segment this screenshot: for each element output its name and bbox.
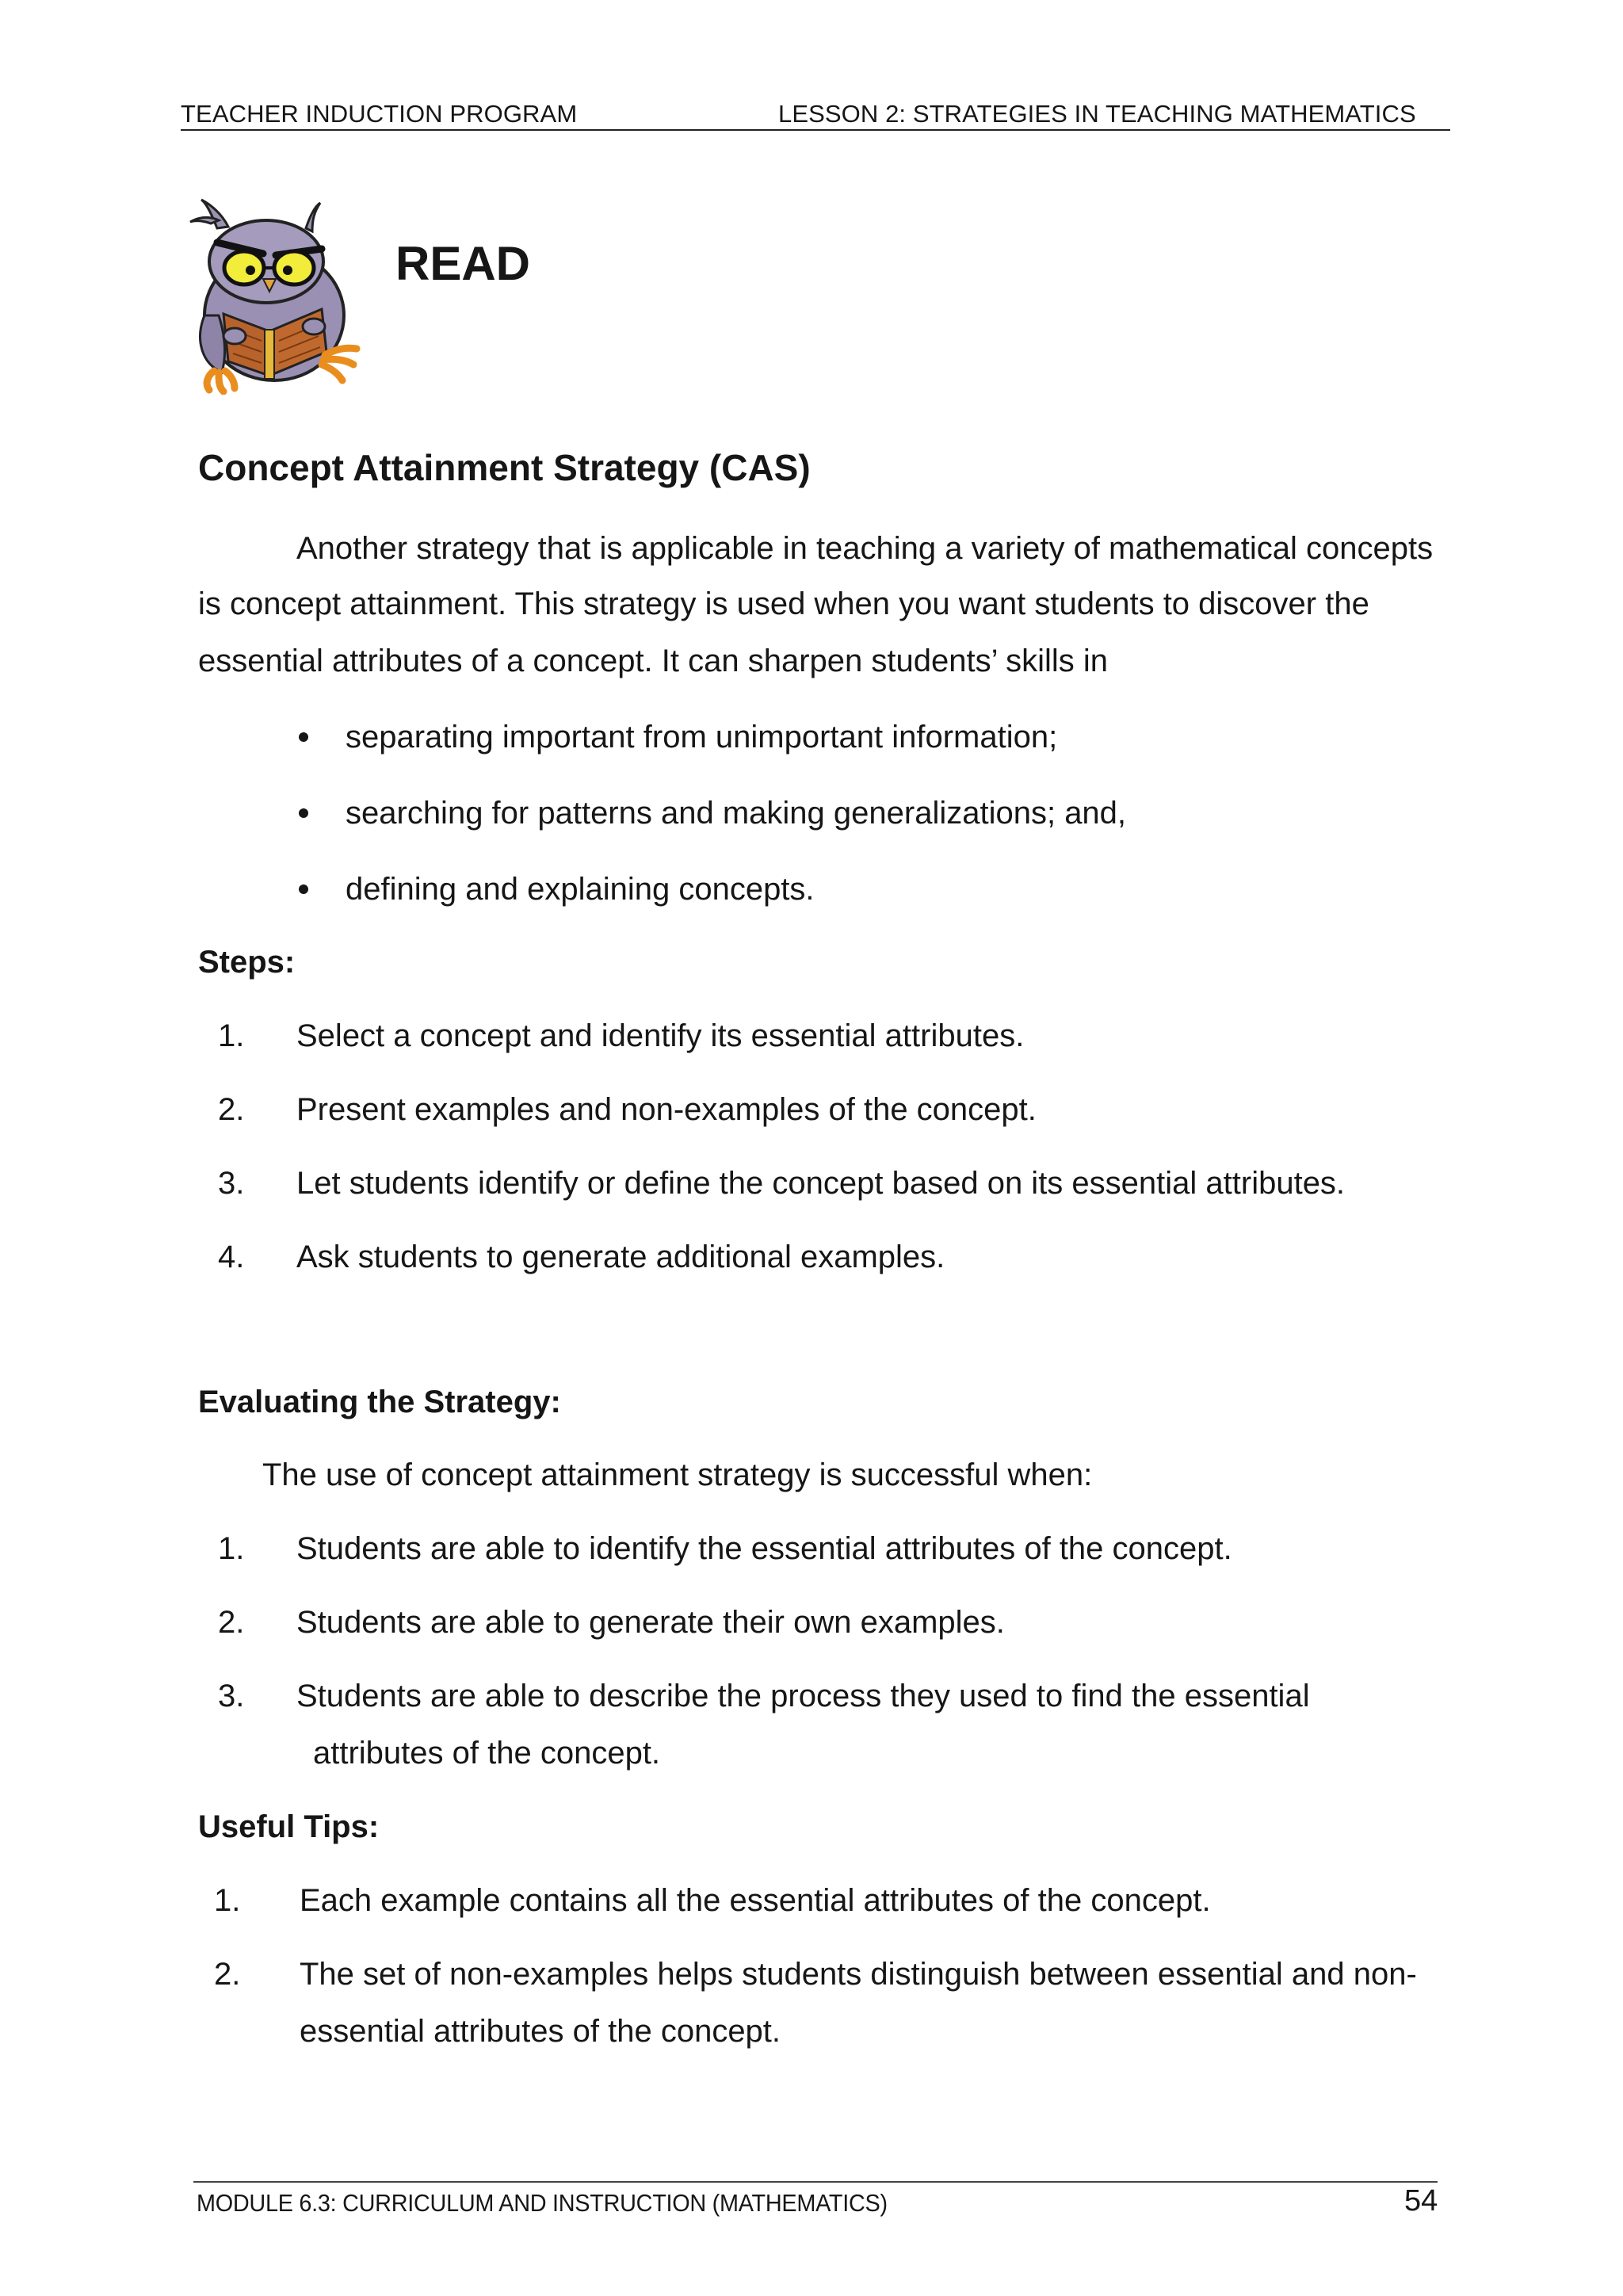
evaluating-text: Students are able to generate their own examples. [296, 1605, 1005, 1640]
step-number: 4. [218, 1240, 245, 1274]
intro-line-1: Another strategy that is applicable in teaching a variety of mathematical concepts [296, 531, 1434, 566]
tip-text-continued: essential attributes of the concept. [300, 2014, 781, 2049]
evaluating-heading: Evaluating the Strategy: [198, 1385, 561, 1419]
evaluating-text: Students are able to identify the essential attributes of the concept. [296, 1531, 1232, 1566]
bullet-item: defining and explaining concepts. [346, 872, 815, 907]
step-text: Ask students to generate additional examples. [296, 1240, 945, 1274]
evaluating-text: Students are able to describe the process they used to find the essential [296, 1679, 1310, 1713]
read-title: READ [395, 237, 531, 290]
step-text: Present examples and non-examples of the concept. [296, 1092, 1037, 1127]
step-number: 3. [218, 1166, 245, 1201]
intro-line-3: essential attributes of a concept. It can sharpen students’ skills in [198, 644, 1109, 678]
intro-line-2: is concept attainment. This strategy is used when you want students to discover the [198, 586, 1369, 621]
tip-number: 2. [214, 1957, 241, 1992]
section-title: Concept Attainment Strategy (CAS) [198, 447, 811, 488]
bullet-item: searching for patterns and making generalizations; and, [346, 796, 1127, 831]
header-left-title: TEACHER INDUCTION PROGRAM [181, 100, 578, 128]
evaluating-number: 1. [218, 1531, 245, 1566]
bullet-dot [299, 884, 308, 894]
bullet-dot [299, 732, 308, 742]
tip-text: Each example contains all the essential attributes of the concept. [300, 1883, 1211, 1918]
step-text: Let students identify or define the concept based on its essential attributes. [296, 1166, 1346, 1201]
step-number: 2. [218, 1092, 245, 1127]
bullet-item: separating important from unimportant information; [346, 720, 1058, 755]
bullet-dot [299, 808, 308, 818]
reading-owl-icon [187, 197, 377, 395]
header-rule [181, 129, 1450, 131]
tip-number: 1. [214, 1883, 241, 1918]
footer-rule [193, 2181, 1438, 2183]
page-number: 54 [1404, 2184, 1438, 2218]
evaluating-intro: The use of concept attainment strategy is successful when: [262, 1457, 1093, 1492]
tips-heading: Useful Tips: [198, 1809, 380, 1844]
evaluating-text-continued: attributes of the concept. [313, 1736, 661, 1771]
header-right-title: LESSON 2: STRATEGIES IN TEACHING MATHEMATICS [778, 100, 1416, 128]
step-number: 1. [218, 1018, 245, 1053]
tip-text: The set of non-examples helps students distinguish between essential and non- [300, 1957, 1417, 1992]
steps-heading: Steps: [198, 945, 296, 980]
evaluating-number: 2. [218, 1605, 245, 1640]
evaluating-number: 3. [218, 1679, 245, 1713]
step-text: Select a concept and identify its essential attributes. [296, 1018, 1025, 1053]
footer-module-title: MODULE 6.3: CURRICULUM AND INSTRUCTION (MATHEMATICS) [197, 2189, 888, 2217]
